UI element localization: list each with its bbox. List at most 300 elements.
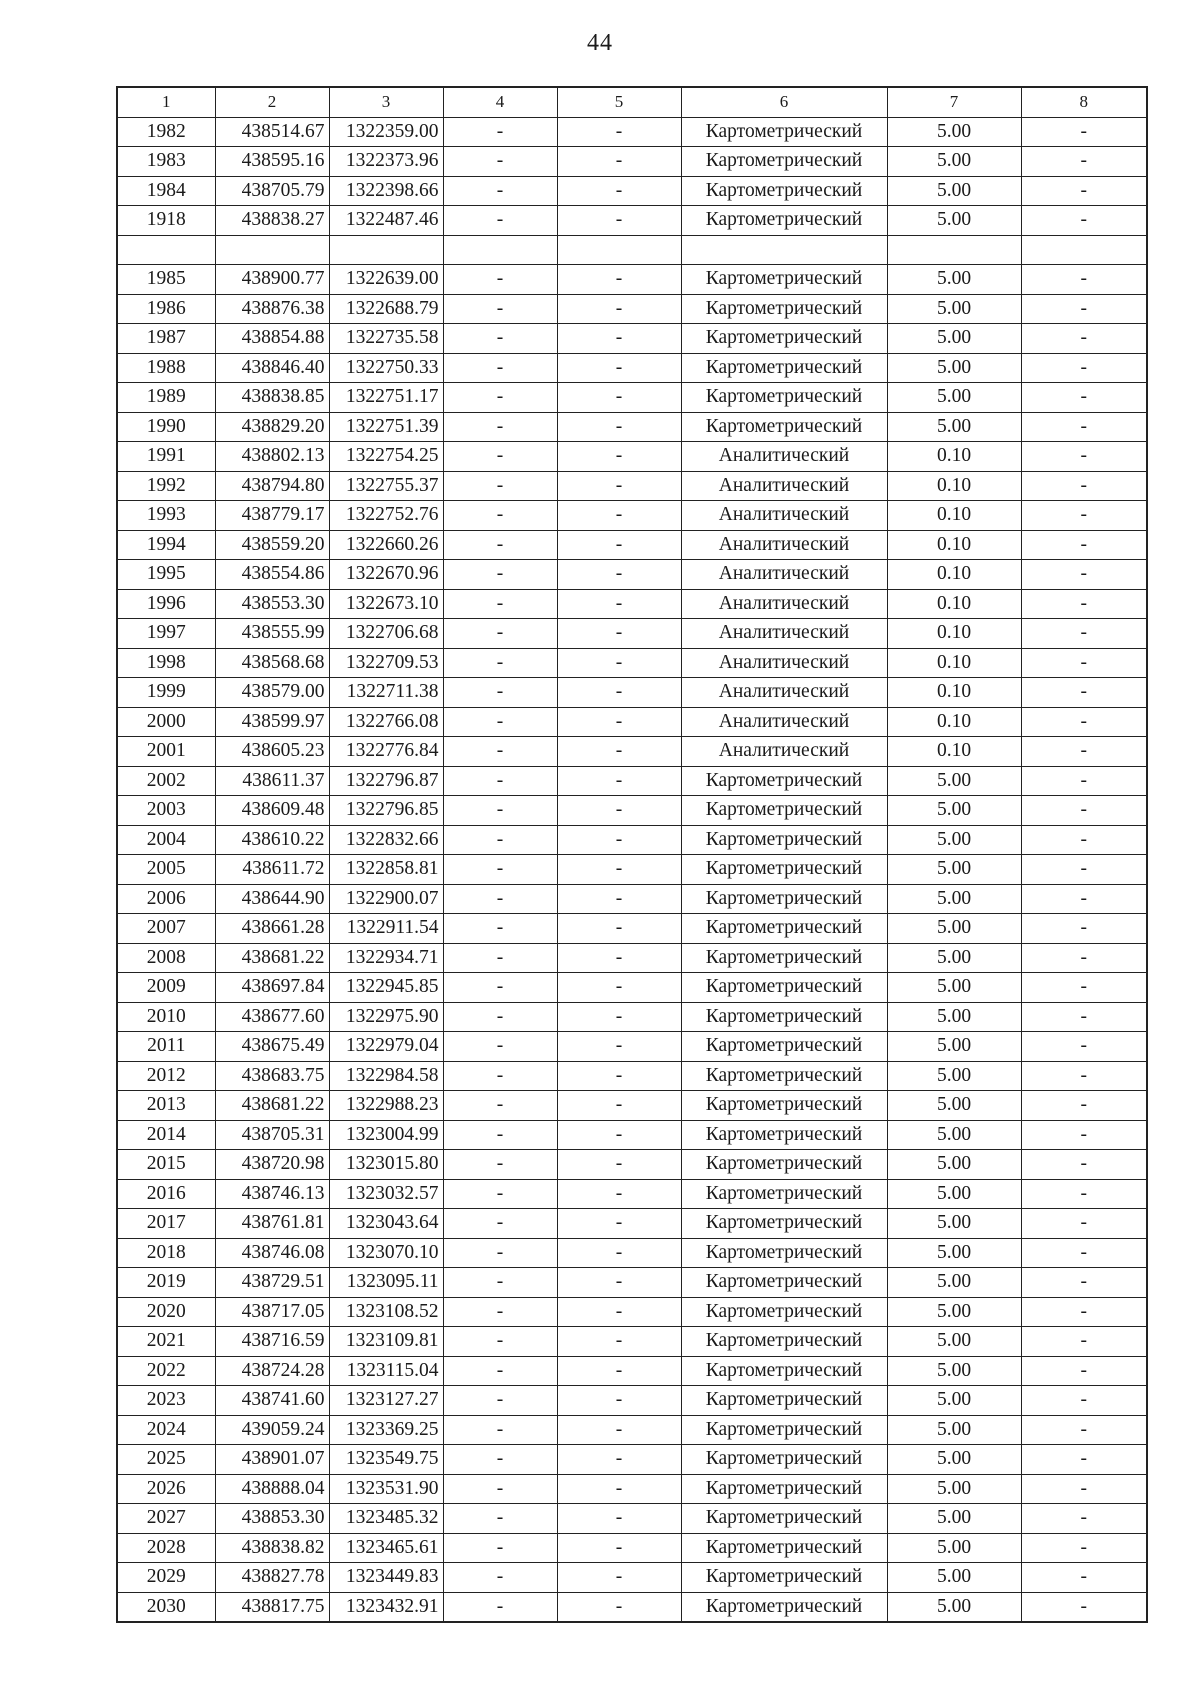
table-cell: 1322706.68 <box>329 619 443 649</box>
table-cell: 5.00 <box>887 1297 1021 1327</box>
table-row <box>117 619 1147 649</box>
table-cell: 1323095.11 <box>329 1268 443 1298</box>
table-cell: - <box>1021 1533 1147 1563</box>
table-cell: 5.00 <box>887 1268 1021 1298</box>
table-cell: 438553.30 <box>215 589 329 619</box>
table-cell: 438761.81 <box>215 1209 329 1239</box>
table-cell: 2004 <box>117 825 215 855</box>
table-cell: - <box>443 1002 557 1032</box>
table-cell: 1323465.61 <box>329 1533 443 1563</box>
table-cell: - <box>557 648 681 678</box>
table-cell: 0.10 <box>887 678 1021 708</box>
table-cell: 0.10 <box>887 471 1021 501</box>
table-cell: 2023 <box>117 1386 215 1416</box>
table-cell: - <box>557 117 681 147</box>
table-cell <box>215 235 329 265</box>
table-cell <box>1021 235 1147 265</box>
table-cell: - <box>1021 117 1147 147</box>
table-cell: 2006 <box>117 884 215 914</box>
table-cell: 438661.28 <box>215 914 329 944</box>
table-body <box>117 117 1147 1622</box>
table-cell: - <box>1021 825 1147 855</box>
table-row <box>117 1504 1147 1534</box>
table-cell: - <box>557 914 681 944</box>
table-cell: - <box>443 648 557 678</box>
table-cell: - <box>557 589 681 619</box>
table-cell: 5.00 <box>887 1504 1021 1534</box>
table-cell: - <box>557 1563 681 1593</box>
table-cell: 438559.20 <box>215 530 329 560</box>
table-cell: 5.00 <box>887 1150 1021 1180</box>
table-row <box>117 1356 1147 1386</box>
table-cell: 1994 <box>117 530 215 560</box>
table-cell: 1322858.81 <box>329 855 443 885</box>
table-cell: 438568.68 <box>215 648 329 678</box>
table-cell: - <box>1021 324 1147 354</box>
table-cell: Картометрический <box>681 766 887 796</box>
table-cell: - <box>443 1474 557 1504</box>
table-cell: 5.00 <box>887 412 1021 442</box>
table-cell: 1322776.84 <box>329 737 443 767</box>
table-cell: 1322751.39 <box>329 412 443 442</box>
table-cell: 1999 <box>117 678 215 708</box>
table-cell: 438697.84 <box>215 973 329 1003</box>
table-cell: 1322796.85 <box>329 796 443 826</box>
table-cell: - <box>1021 914 1147 944</box>
table-cell: 0.10 <box>887 648 1021 678</box>
table-cell: - <box>557 1327 681 1357</box>
table-cell: 2029 <box>117 1563 215 1593</box>
table-cell: - <box>557 560 681 590</box>
table-cell: - <box>1021 530 1147 560</box>
table-cell: - <box>1021 766 1147 796</box>
table-cell: 2024 <box>117 1415 215 1445</box>
table-cell: Картометрический <box>681 1209 887 1239</box>
table-cell: - <box>443 855 557 885</box>
table-cell: 0.10 <box>887 560 1021 590</box>
table-cell: 5.00 <box>887 147 1021 177</box>
table-cell: 0.10 <box>887 530 1021 560</box>
table-cell: 438741.60 <box>215 1386 329 1416</box>
table-cell <box>887 235 1021 265</box>
table-cell: 5.00 <box>887 1209 1021 1239</box>
table-cell: - <box>1021 412 1147 442</box>
table-cell: - <box>1021 1209 1147 1239</box>
table-cell: 1984 <box>117 176 215 206</box>
table-cell: 438599.97 <box>215 707 329 737</box>
table-cell: 1323032.57 <box>329 1179 443 1209</box>
table-cell: 438717.05 <box>215 1297 329 1327</box>
table-row <box>117 1061 1147 1091</box>
table-cell: 5.00 <box>887 383 1021 413</box>
table-cell: - <box>1021 678 1147 708</box>
table-cell: 5.00 <box>887 1179 1021 1209</box>
table-cell: - <box>557 412 681 442</box>
table-cell: 1323043.64 <box>329 1209 443 1239</box>
table-cell: 438746.08 <box>215 1238 329 1268</box>
table-cell: Картометрический <box>681 176 887 206</box>
table-row <box>117 1209 1147 1239</box>
table-cell: 1322660.26 <box>329 530 443 560</box>
table-cell: 5.00 <box>887 1002 1021 1032</box>
table-cell: - <box>443 383 557 413</box>
table-row <box>117 825 1147 855</box>
page-number: 44 <box>587 30 613 56</box>
table-cell: 2028 <box>117 1533 215 1563</box>
table-cell: - <box>557 265 681 295</box>
table-cell: 1322832.66 <box>329 825 443 855</box>
table-cell: 1323432.91 <box>329 1592 443 1622</box>
table-cell: 5.00 <box>887 796 1021 826</box>
table-cell <box>117 235 215 265</box>
column-header: 7 <box>887 87 1021 117</box>
table-cell: - <box>443 943 557 973</box>
table-cell: 1323070.10 <box>329 1238 443 1268</box>
table-row <box>117 1386 1147 1416</box>
table-row <box>117 1474 1147 1504</box>
table-cell: 438716.59 <box>215 1327 329 1357</box>
table-cell: 1322754.25 <box>329 442 443 472</box>
table-cell: - <box>443 176 557 206</box>
table-cell: Картометрический <box>681 884 887 914</box>
table-cell: - <box>557 1474 681 1504</box>
table-cell: - <box>557 1120 681 1150</box>
table-cell: 438900.77 <box>215 265 329 295</box>
table-cell: - <box>443 442 557 472</box>
table-cell: - <box>557 294 681 324</box>
table-cell: - <box>1021 1563 1147 1593</box>
table-row <box>117 707 1147 737</box>
table-cell: 2013 <box>117 1091 215 1121</box>
table-cell: 1983 <box>117 147 215 177</box>
table-row <box>117 796 1147 826</box>
table-row <box>117 501 1147 531</box>
table-cell: - <box>443 914 557 944</box>
table-row <box>117 1238 1147 1268</box>
table-cell: 5.00 <box>887 1091 1021 1121</box>
table-cell: 2016 <box>117 1179 215 1209</box>
table-cell: - <box>443 1415 557 1445</box>
table-cell: - <box>557 1209 681 1239</box>
table-cell: 2021 <box>117 1327 215 1357</box>
table-cell: - <box>557 324 681 354</box>
table-cell: - <box>443 1179 557 1209</box>
table-cell: 438595.16 <box>215 147 329 177</box>
table-cell: - <box>1021 648 1147 678</box>
column-header: 2 <box>215 87 329 117</box>
table-cell: Картометрический <box>681 1504 887 1534</box>
table-cell: - <box>443 353 557 383</box>
table-cell: - <box>1021 1179 1147 1209</box>
table-cell: - <box>557 855 681 885</box>
table-cell: Картометрический <box>681 1002 887 1032</box>
table-cell: - <box>443 973 557 1003</box>
table-cell: - <box>557 530 681 560</box>
column-header: 8 <box>1021 87 1147 117</box>
table-cell: - <box>557 1297 681 1327</box>
table-cell: - <box>443 737 557 767</box>
table-cell: 438675.49 <box>215 1032 329 1062</box>
table-cell: - <box>557 973 681 1003</box>
table-cell: 1918 <box>117 206 215 236</box>
table-cell: - <box>1021 1061 1147 1091</box>
table-cell: - <box>557 206 681 236</box>
table-cell: 2008 <box>117 943 215 973</box>
table-cell: 2019 <box>117 1268 215 1298</box>
table-cell: Картометрический <box>681 1120 887 1150</box>
table-cell: 2017 <box>117 1209 215 1239</box>
table-cell: Картометрический <box>681 1179 887 1209</box>
table-cell: - <box>557 1592 681 1622</box>
table-cell: 438644.90 <box>215 884 329 914</box>
table-cell: Картометрический <box>681 294 887 324</box>
table-cell: - <box>443 265 557 295</box>
table-cell: - <box>557 1061 681 1091</box>
table-cell: Картометрический <box>681 796 887 826</box>
table-cell: Картометрический <box>681 1592 887 1622</box>
table-cell: - <box>443 501 557 531</box>
table-cell: 2003 <box>117 796 215 826</box>
table-cell: - <box>443 1356 557 1386</box>
table-cell: 5.00 <box>887 1120 1021 1150</box>
table-cell: 5.00 <box>887 294 1021 324</box>
table-cell: - <box>557 1386 681 1416</box>
table-cell: - <box>1021 855 1147 885</box>
table-cell: 1322766.08 <box>329 707 443 737</box>
table-cell: 5.00 <box>887 1415 1021 1445</box>
table-cell: - <box>1021 1238 1147 1268</box>
table-cell: - <box>1021 1032 1147 1062</box>
table-cell: 1989 <box>117 383 215 413</box>
table-cell: Аналитический <box>681 707 887 737</box>
table-cell: 438746.13 <box>215 1179 329 1209</box>
table-row <box>117 1297 1147 1327</box>
table-cell: Картометрический <box>681 1563 887 1593</box>
table-cell: - <box>443 678 557 708</box>
table-row <box>117 530 1147 560</box>
table-cell: 438611.37 <box>215 766 329 796</box>
table-cell: 438579.00 <box>215 678 329 708</box>
table-cell: - <box>443 1238 557 1268</box>
table-cell: 5.00 <box>887 825 1021 855</box>
table-cell: - <box>443 1445 557 1475</box>
column-header: 1 <box>117 87 215 117</box>
column-header: 4 <box>443 87 557 117</box>
table-cell: - <box>443 589 557 619</box>
table-cell: Картометрический <box>681 973 887 1003</box>
table-cell: 1987 <box>117 324 215 354</box>
table-cell: - <box>443 412 557 442</box>
table-cell: - <box>557 383 681 413</box>
table-cell: - <box>1021 1592 1147 1622</box>
table-cell: 1998 <box>117 648 215 678</box>
table-cell: - <box>1021 707 1147 737</box>
table-cell: - <box>557 353 681 383</box>
table-cell: - <box>443 560 557 590</box>
table-cell: - <box>557 707 681 737</box>
table-cell: - <box>1021 973 1147 1003</box>
table-cell: 1322750.33 <box>329 353 443 383</box>
table-cell: 2002 <box>117 766 215 796</box>
table-row <box>117 1268 1147 1298</box>
table-cell: 438729.51 <box>215 1268 329 1298</box>
table-cell: 2022 <box>117 1356 215 1386</box>
table-cell: 2012 <box>117 1061 215 1091</box>
table-cell: 5.00 <box>887 206 1021 236</box>
table-cell: - <box>557 825 681 855</box>
table-cell: - <box>443 324 557 354</box>
table-cell: 0.10 <box>887 707 1021 737</box>
table-cell: Аналитический <box>681 442 887 472</box>
table-cell: - <box>1021 589 1147 619</box>
table-cell: - <box>557 442 681 472</box>
table-cell: 0.10 <box>887 442 1021 472</box>
table-cell: Аналитический <box>681 560 887 590</box>
table-cell: - <box>443 206 557 236</box>
table-cell: Картометрический <box>681 1327 887 1357</box>
table-cell: - <box>443 471 557 501</box>
table-cell: 438611.72 <box>215 855 329 885</box>
table-header-row <box>117 87 1147 117</box>
table-cell: Картометрический <box>681 943 887 973</box>
table-cell: - <box>1021 1297 1147 1327</box>
table-cell: Картометрический <box>681 1474 887 1504</box>
table-cell: - <box>443 1268 557 1298</box>
table-cell: - <box>557 943 681 973</box>
table-cell: 438779.17 <box>215 501 329 531</box>
table-cell: - <box>1021 1327 1147 1357</box>
table-cell: - <box>443 1120 557 1150</box>
table-row <box>117 1563 1147 1593</box>
table-cell: 2007 <box>117 914 215 944</box>
table-cell: - <box>557 884 681 914</box>
table-cell: - <box>1021 206 1147 236</box>
table-cell: Картометрический <box>681 147 887 177</box>
table-cell: 438724.28 <box>215 1356 329 1386</box>
table-cell: Картометрический <box>681 1356 887 1386</box>
table-cell: - <box>1021 943 1147 973</box>
table-cell: 1322984.58 <box>329 1061 443 1091</box>
table-cell: - <box>1021 560 1147 590</box>
table-cell: - <box>443 1061 557 1091</box>
table-row <box>117 914 1147 944</box>
table-cell: - <box>1021 383 1147 413</box>
table-cell: Картометрический <box>681 412 887 442</box>
table-cell <box>329 235 443 265</box>
table-cell: - <box>443 1386 557 1416</box>
table-cell: 1323108.52 <box>329 1297 443 1327</box>
table-row <box>117 412 1147 442</box>
table-cell: - <box>1021 265 1147 295</box>
table-cell: 438888.04 <box>215 1474 329 1504</box>
table-cell: 2015 <box>117 1150 215 1180</box>
table-cell: 438876.38 <box>215 294 329 324</box>
table-cell: - <box>557 1002 681 1032</box>
table-row <box>117 648 1147 678</box>
table-row <box>117 471 1147 501</box>
table-cell: 1322373.96 <box>329 147 443 177</box>
table-row <box>117 766 1147 796</box>
table-cell: 5.00 <box>887 973 1021 1003</box>
table-cell: - <box>443 117 557 147</box>
table-cell: 1323004.99 <box>329 1120 443 1150</box>
table-cell: 1322670.96 <box>329 560 443 590</box>
table-cell: Картометрический <box>681 206 887 236</box>
table-row <box>117 324 1147 354</box>
table-cell: 1323549.75 <box>329 1445 443 1475</box>
table-cell: - <box>1021 442 1147 472</box>
table-cell: 1322673.10 <box>329 589 443 619</box>
table-row <box>117 206 1147 236</box>
table-cell: 1323485.32 <box>329 1504 443 1534</box>
table-cell: 2030 <box>117 1592 215 1622</box>
table-cell: 1322751.17 <box>329 383 443 413</box>
table-cell: 438609.48 <box>215 796 329 826</box>
table-row <box>117 589 1147 619</box>
table-row <box>117 560 1147 590</box>
table-cell: 438605.23 <box>215 737 329 767</box>
table-row <box>117 1445 1147 1475</box>
table-cell: - <box>1021 294 1147 324</box>
table-row <box>117 147 1147 177</box>
table-cell: - <box>443 1504 557 1534</box>
table-cell: Аналитический <box>681 737 887 767</box>
table-row <box>117 1120 1147 1150</box>
table-cell: Картометрический <box>681 825 887 855</box>
table-cell: Картометрический <box>681 1032 887 1062</box>
table-cell: 438705.31 <box>215 1120 329 1150</box>
table-cell <box>557 235 681 265</box>
table-cell: 1982 <box>117 117 215 147</box>
table-cell: 438683.75 <box>215 1061 329 1091</box>
table-cell: 438610.22 <box>215 825 329 855</box>
table-cell: 2026 <box>117 1474 215 1504</box>
table-cell: - <box>557 1032 681 1062</box>
table-cell: 5.00 <box>887 1238 1021 1268</box>
table-cell: 5.00 <box>887 766 1021 796</box>
table-row <box>117 973 1147 1003</box>
table-cell: 1322979.04 <box>329 1032 443 1062</box>
table-cell: - <box>557 1150 681 1180</box>
table-row <box>117 1592 1147 1622</box>
table-cell: Аналитический <box>681 501 887 531</box>
table-cell: - <box>557 678 681 708</box>
table-cell: Аналитический <box>681 471 887 501</box>
table-cell: 1985 <box>117 265 215 295</box>
table-cell: Картометрический <box>681 1533 887 1563</box>
table-cell: 1988 <box>117 353 215 383</box>
table-cell: 2005 <box>117 855 215 885</box>
table-row <box>117 943 1147 973</box>
table-cell: 5.00 <box>887 1592 1021 1622</box>
table-cell: - <box>443 1297 557 1327</box>
table-cell: Картометрический <box>681 265 887 295</box>
table-cell: 1322359.00 <box>329 117 443 147</box>
table-cell: - <box>1021 501 1147 531</box>
table-cell: - <box>1021 1445 1147 1475</box>
table-row <box>117 235 1147 265</box>
table-cell: - <box>1021 1356 1147 1386</box>
table-cell <box>443 235 557 265</box>
table-cell: 1995 <box>117 560 215 590</box>
table-cell: 438554.86 <box>215 560 329 590</box>
table-cell: 5.00 <box>887 884 1021 914</box>
table-cell: Картометрический <box>681 914 887 944</box>
table-cell: 0.10 <box>887 589 1021 619</box>
coordinates-table <box>116 86 1148 1623</box>
table-cell: 0.10 <box>887 737 1021 767</box>
table-cell: 1322735.58 <box>329 324 443 354</box>
